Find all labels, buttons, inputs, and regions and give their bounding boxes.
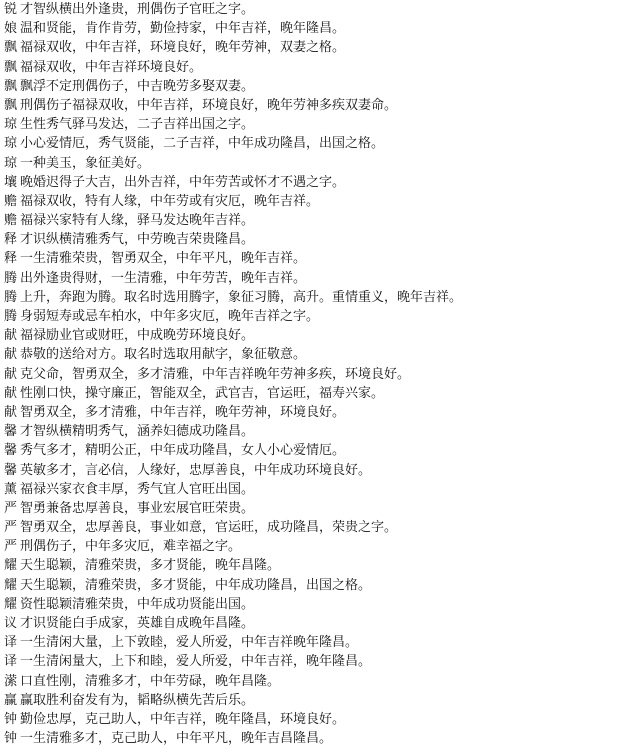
entry-character: 潆	[4, 673, 18, 689]
entry-description: 赢取胜利奋发有为，韬略纵横先苦后乐。	[20, 692, 255, 708]
entry-row	[4, 537, 616, 556]
entry-character: 琼	[4, 117, 18, 133]
entry-character: 赡	[4, 193, 18, 209]
entry-character: 琼	[4, 155, 18, 171]
entry-description: 上升，奔跑为腾。取名时选用腾字，象征习腾，高升。重情重义，晚年吉祥。	[20, 289, 463, 305]
entry-description: 克父命，智勇双全，多才清雅，中年吉祥晚年劳神多疾，环境良好。	[20, 366, 411, 382]
entry-character: 馨	[4, 424, 18, 440]
entry-character: 献	[4, 328, 18, 344]
entry-description: 秀气多才，精明公正，中年成功隆昌，女人小心爱情厄。	[20, 443, 346, 459]
name-character-list	[4, 0, 616, 748]
entry-row	[4, 58, 616, 77]
entry-description: 才智纵横出外逢贵，刑偶伤子官旺之字。	[20, 2, 255, 17]
entry-character: 耀	[4, 558, 18, 574]
entry-row	[4, 499, 616, 518]
entry-character: 飘	[4, 97, 18, 113]
entry-row	[4, 480, 616, 499]
entry-description: 生性秀气驿马发达，二子吉祥出国之字。	[20, 117, 255, 133]
entry-description: 天生聪颖，清雅荣贵，多才贤能，中年成功隆昌，出国之格。	[20, 577, 372, 593]
entry-character: 腾	[4, 289, 18, 305]
entry-row	[4, 19, 616, 38]
entry-description: 福禄双收，中年吉祥环境良好。	[20, 59, 203, 75]
entry-row	[4, 288, 616, 307]
entry-character: 献	[4, 366, 18, 382]
entry-character: 馨	[4, 462, 18, 478]
entry-row	[4, 422, 616, 441]
entry-row	[4, 307, 616, 326]
entry-row	[4, 326, 616, 345]
entry-character: 严	[4, 520, 18, 536]
entry-row	[4, 269, 616, 288]
entry-character: 壤	[4, 174, 18, 190]
entry-row	[4, 691, 616, 710]
entry-description: 智勇双全，多才清雅，中年吉祥，晚年劳神，环境良好。	[20, 404, 346, 420]
entry-row	[4, 192, 616, 211]
entry-row	[4, 134, 616, 153]
entry-description: 才识纵横清雅秀气，中劳晚吉荣贵隆昌。	[20, 232, 255, 248]
entry-description: 刑偶伤子，中年多灾厄，难幸福之字。	[20, 539, 242, 555]
entry-character: 耀	[4, 577, 18, 593]
entry-row	[4, 652, 616, 671]
entry-row	[4, 96, 616, 115]
entry-description: 出外逢贵得财，一生清雅，中年劳苦，晚年吉祥。	[20, 270, 307, 286]
entry-description: 才智纵横精明秀气，涵养妇德成功隆昌。	[20, 424, 255, 440]
entry-description: 晚婚迟得子大吉，出外吉祥，中年劳苦或怀才不遇之字。	[20, 174, 346, 190]
entry-description: 才识贤能白手成家，英雄自成晚年昌隆。	[20, 616, 255, 631]
entry-row	[4, 710, 616, 729]
entry-character: 译	[4, 635, 18, 651]
entry-row	[4, 461, 616, 480]
entry-character: 释	[4, 232, 18, 248]
entry-description: 刑偶伤子福禄双收，中年吉祥，环境良好，晚年劳神多疾双妻命。	[20, 97, 398, 113]
entry-description: 福禄励业官或财旺，中成晚劳环境良好。	[20, 328, 255, 344]
entry-row	[4, 154, 616, 173]
entry-row	[4, 115, 616, 134]
entry-character: 钟	[4, 711, 18, 727]
entry-character: 赢	[4, 692, 18, 708]
entry-description: 恭敬的送给对方。取名时选取用献字，象征敬意。	[20, 347, 307, 363]
entry-row	[4, 441, 616, 460]
entry-character: 飘	[4, 59, 18, 75]
entry-description: 资性聪颖清雅荣贵，中年成功贤能出国。	[20, 596, 255, 612]
entry-description: 勤俭忠厚，克己助人，中年吉祥，晚年隆昌，环境良好。	[20, 711, 346, 727]
entry-description: 一生清雅多才，克己助人，中年平凡，晚年吉昌隆昌。	[20, 731, 333, 747]
entry-description: 天生聪颖，清雅荣贵，多才贤能，晚年昌隆。	[20, 558, 281, 574]
entry-character: 飘	[4, 40, 18, 56]
entry-description: 一生清闲大量，上下敦睦，爱人所爱，中年吉祥晚年隆昌。	[20, 635, 359, 651]
entry-row	[4, 672, 616, 691]
entry-character: 严	[4, 500, 18, 516]
entry-description: 口直性刚，清雅多才，中年劳碌，晚年昌隆。	[20, 673, 281, 689]
entry-description: 一生清雅荣贵，智勇双全，中年平凡，晚年吉祥。	[20, 251, 307, 267]
entry-character: 薰	[4, 481, 18, 497]
entry-row	[4, 0, 616, 19]
entry-character: 腾	[4, 309, 18, 324]
entry-character: 译	[4, 654, 18, 670]
entry-character: 严	[4, 539, 18, 555]
entry-row	[4, 518, 616, 537]
entry-row	[4, 633, 616, 652]
entry-description: 温和贤能，肯作肯劳，勤俭持家，中年吉祥，晚年隆昌。	[20, 21, 346, 37]
entry-description: 英敏多才，言必信，人缘好，忠厚善良，中年成功环境良好。	[20, 462, 372, 478]
entry-row	[4, 211, 616, 230]
entry-character: 献	[4, 385, 18, 401]
entry-description: 一种美玉，象征美好。	[20, 155, 151, 171]
entry-row	[4, 345, 616, 364]
entry-row	[4, 595, 616, 614]
entry-character: 馨	[4, 443, 18, 459]
entry-character: 释	[4, 251, 18, 267]
entry-character: 赡	[4, 213, 18, 229]
entry-description: 福禄兴家特有人缘，驿马发达晚年吉祥。	[20, 213, 255, 229]
entry-character: 耀	[4, 596, 18, 612]
entry-row	[4, 230, 616, 249]
entry-row	[4, 556, 616, 575]
entry-row	[4, 365, 616, 384]
entry-row	[4, 249, 616, 268]
entry-row	[4, 729, 616, 748]
entry-character: 腾	[4, 270, 18, 286]
entry-description: 福禄兴家衣食丰厚，秀气宜人官旺出国。	[20, 481, 255, 497]
entry-row	[4, 576, 616, 595]
entry-character: 琼	[4, 136, 18, 152]
entry-row	[4, 384, 616, 403]
entry-description: 小心爱情厄，秀气贤能，二子吉祥，中年成功隆昌，出国之格。	[20, 136, 385, 152]
entry-description: 身弱短寿或忌车柏水，中年多灾厄，晚年吉祥之字。	[20, 309, 320, 324]
entry-character: 议	[4, 616, 18, 631]
entry-description: 智勇兼备忠厚善良，事业宏展官旺荣贵。	[20, 500, 255, 516]
entry-row	[4, 614, 616, 633]
entry-row	[4, 38, 616, 57]
entry-description: 飘浮不定刑偶伤子，中吉晚劳多娶双妻。	[20, 78, 255, 94]
entry-character: 钟	[4, 731, 18, 747]
entry-character: 飘	[4, 78, 18, 94]
entry-character: 献	[4, 404, 18, 420]
entry-description: 福禄双收，特有人缘，中年劳或有灾厄，晚年吉祥。	[20, 193, 320, 209]
entry-row	[4, 403, 616, 422]
entry-character: 献	[4, 347, 18, 363]
entry-row	[4, 173, 616, 192]
entry-description: 福禄双收，中年吉祥，环境良好，晚年劳神，双妻之格。	[20, 40, 346, 56]
entry-row	[4, 77, 616, 96]
entry-description: 一生清闲量大，上下和睦，爱人所爱，中年吉祥，晚年隆昌。	[20, 654, 372, 670]
entry-character: 锐	[4, 2, 18, 17]
entry-description: 性刚口快，操守廉正，智能双全，武官吉，官运旺，福寿兴家。	[20, 385, 385, 401]
entry-character: 娘	[4, 21, 18, 37]
entry-description: 智勇双全，忠厚善良，事业如意，官运旺，成功隆昌，荣贵之字。	[20, 520, 398, 536]
